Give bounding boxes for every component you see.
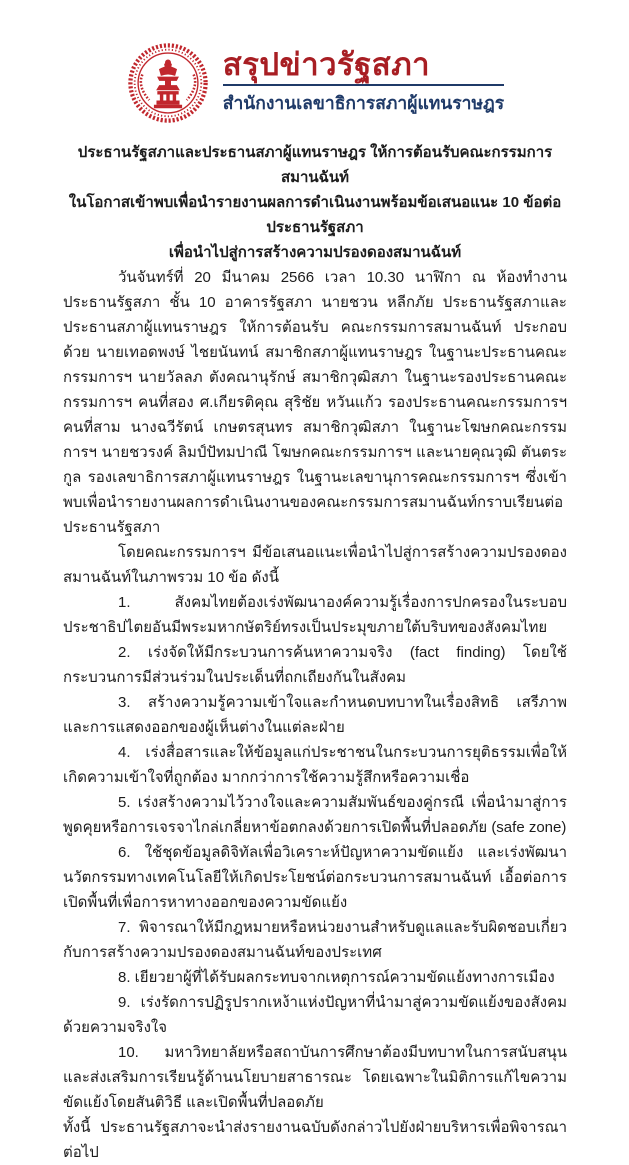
recommendation-item-4: 4. เร่งสื่อสารและให้ข้อมูลแก่ประชาชนในกระบวนการยุติธรรมเพื่อให้เกิดความเข้าใจที่ถูกต้อง มากกว่าการใช้ความรู้สึกหรือความเชื่อ (63, 744, 567, 786)
headline-line-3: เพื่อนำไปสู่การสร้างความปรองดองสมานฉันท์ (168, 244, 462, 261)
recommendation-item-7: 7. พิจารณาให้มีกฎหมายหรือหน่วยงานสำหรับดูแลและรับผิดชอบเกี่ยวกับการสร้างความปรองดองสมานฉันท์ของประเทศ (63, 919, 567, 961)
paragraph-recommendations-intro: โดยคณะกรรมการฯ มีข้อเสนอแนะเพื่อนำไปสู่การสร้างความปรองดองสมานฉันท์ในภาพรวม 10 ข้อ ดังนี้ (63, 544, 567, 586)
recommendation-item-1: 1. สังคมไทยต้องเร่งพัฒนาองค์ความรู้เรื่องการปกครองในระบอบประชาธิปไตยอันมีพระมหากษัตริย์ทรงเป็นประมุขภายใต้บริบทของสังคมไทย (63, 594, 567, 636)
headline-line-1: ประธานรัฐสภาและประธานสภาผู้แทนราษฎร ให้การต้อนรับคณะกรรมการสมานฉันท์ (77, 144, 553, 186)
recommendation-item-2: 2. เร่งจัดให้มีกระบวนการค้นหาความจริง (fact finding) โดยใช้กระบวนการมีส่วนร่วมในประเด็นที่ถกเถียงกันในสังคม (63, 644, 567, 686)
brand-subtitle: สำนักงานเลขาธิการสภาผู้แทนราษฎร (222, 93, 505, 114)
brand-block (222, 46, 505, 118)
brand-divider (223, 84, 504, 86)
closing-statement: ทั้งนี้ ประธานรัฐสภาจะนำส่งรายงานฉบับดังกล่าวไปยังฝ่ายบริหารเพื่อพิจารณาต่อไป (63, 1119, 567, 1161)
document-body (63, 140, 567, 1165)
headline-line-2: ในโอกาสเข้าพบเพื่อนำรายงานผลการดำเนินงานพร้อมข้อเสนอแนะ 10 ข้อต่อประธานรัฐสภา (68, 194, 562, 236)
recommendation-item-8: 8. เยียวยาผู้ที่ได้รับผลกระทบจากเหตุการณ์ความขัดแย้งทางการเมือง (118, 969, 555, 986)
paragraph-event-details: วันจันทร์ที่ 20 มีนาคม 2566 เวลา 10.30 นาฬิกา ณ ห้องทำงานประธานรัฐสภา ชั้น 10 อาคารรัฐสภา นายชวน หลีกภัย ประธานรัฐสภาและประธานสภาผู้แทนราษฎร ให้การต้อนรับ คณะกรรมการสมานฉันท์ ประกอบด้วย นายเทอดพงษ์ ไชยนันทน์ สมาชิกสภาผู้แทนราษฎร ในฐานะประธานคณะกรรมการฯ นายวัลลภ ตังคณานุรักษ์ สมาชิกวุฒิสภา ในฐานะรองประธานคณะกรรมการฯ คนที่สอง ศ.เกียรติคุณ สุริชัย หวันแก้ว รองประธานคณะกรรมการฯ คนที่สาม นางฉวีรัตน์ เกษตรสุนทร สมาชิกวุฒิสภา ในฐานะโฆษกคณะกรรมการฯ นายชวรงค์ ลิมป์ปัทมปาณี โฆษกคณะกรรมการฯ และนายคุณวุฒิ ตันตระกูล รองเลขาธิการสภาผู้แทนราษฎร ในฐานะเลขานุการคณะกรรมการฯ ซึ่งเข้าพบเพื่อนำรายงานผลการดำเนินงานของคณะกรรมการสมานฉันท์กราบเรียนต่อประธานรัฐสภา (63, 269, 567, 536)
document-headline (63, 140, 567, 265)
recommendation-item-9: 9. เร่งรัดการปฏิรูปรากเหง้าแห่งปัญหาที่นำมาสู่ความขัดแย้งของสังคมด้วยความจริงใจ (63, 994, 567, 1036)
brand-title: สรุปข่าวรัฐสภา (222, 46, 431, 82)
recommendation-item-5: 5. เร่งสร้างความไว้วางใจและความสัมพันธ์ของคู่กรณี เพื่อนำมาสู่การพูดคุยหรือการเจรจาไกล่เกลี่ยหาข้อตกลงด้วยการเปิดพื้นที่ปลอดภัย (safe zone) (63, 794, 567, 836)
recommendation-item-6: 6. ใช้ชุดข้อมูลดิจิทัลเพื่อวิเคราะห์ปัญหาความขัดแย้ง และเร่งพัฒนานวัตกรรมทางเทคโนโลยีให้เกิดประโยชน์ต่อกระบวนการสมานฉันท์ เอื้อต่อการเปิดพื้นที่เพื่อการหาทางออกของความขัดแย้ง (63, 844, 567, 911)
recommendation-item-3: 3. สร้างความรู้ความเข้าใจและกำหนดบทบาทในเรื่องสิทธิ เสรีภาพ และการแสดงออกของผู้เห็นต่างในแต่ละฝ่าย (63, 694, 567, 736)
recommendation-item-10: 10. มหาวิทยาลัยหรือสถาบันการศึกษาต้องมีบทบาทในการสนับสนุนและส่งเสริมการเรียนรู้ด้านนโยบายสาธารณะ โดยเฉพาะในมิติการแก้ไขความขัดแย้งโดยสันติวิธี และเปิดพื้นที่ปลอดภัย (63, 1044, 567, 1111)
letterhead (0, 0, 629, 124)
parliament-seal-icon (125, 42, 211, 124)
